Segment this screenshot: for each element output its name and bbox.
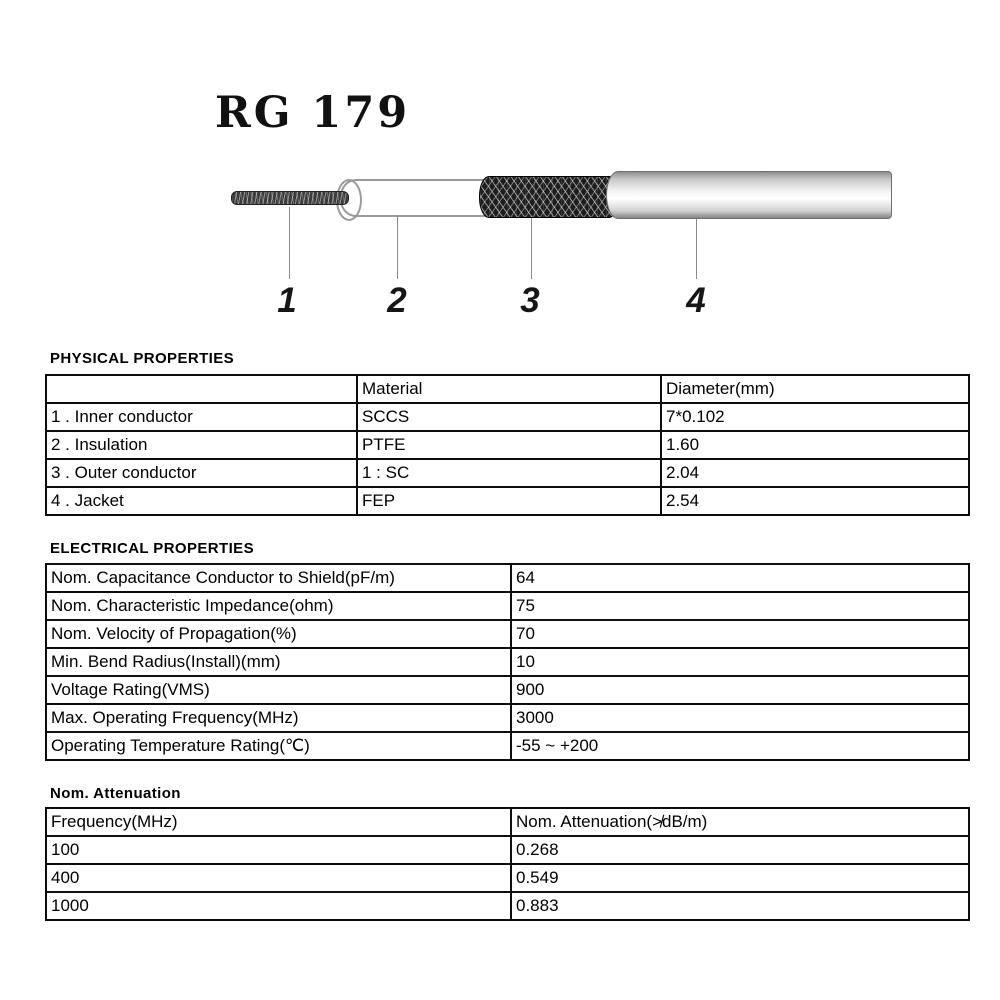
table-row — [46, 732, 969, 760]
table-cell: 2 . Insulation — [46, 431, 357, 459]
column-header-material: Material — [357, 375, 661, 403]
table-row — [46, 564, 969, 592]
column-header-frequency: Frequency(MHz) — [46, 808, 511, 836]
column-header-diameter: Diameter(mm) — [661, 375, 969, 403]
leader-line-4 — [696, 219, 697, 279]
table-header-row — [46, 375, 969, 403]
table-cell: SCCS — [357, 403, 661, 431]
inner-conductor-layer — [231, 191, 349, 205]
table-cell: Nom. Capacitance Conductor to Shield(pF/m) — [46, 564, 511, 592]
table-cell: 0.549 — [511, 864, 969, 892]
part-label-3: 3 — [520, 281, 540, 320]
table-cell: FEP — [357, 487, 661, 515]
table-cell: 1000 — [46, 892, 511, 920]
insulation-layer — [340, 179, 492, 217]
jacket-layer — [606, 171, 892, 219]
physical-properties-table — [45, 374, 970, 516]
table-cell: 1 . Inner conductor — [46, 403, 357, 431]
table-cell: 75 — [511, 592, 969, 620]
table-cell: 2.54 — [661, 487, 969, 515]
table-cell: 3000 — [511, 704, 969, 732]
table-cell: Nom. Characteristic Impedance(ohm) — [46, 592, 511, 620]
table-cell: Min. Bend Radius(Install)(mm) — [46, 648, 511, 676]
outer-conductor-braid-layer — [479, 176, 615, 218]
table-cell: 64 — [511, 564, 969, 592]
table-cell: 4 . Jacket — [46, 487, 357, 515]
table-cell: 0.883 — [511, 892, 969, 920]
part-label-1: 1 — [277, 281, 297, 320]
nom-attenuation-heading: Nom. Attenuation — [50, 785, 181, 802]
part-label-2: 2 — [387, 281, 407, 320]
table-cell: Nom. Velocity of Propagation(%) — [46, 620, 511, 648]
page-title: RG 179 — [215, 88, 411, 138]
table-cell: 70 — [511, 620, 969, 648]
table-cell: 900 — [511, 676, 969, 704]
table-cell: 400 — [46, 864, 511, 892]
column-header-blank — [46, 375, 357, 403]
table-header-row — [46, 808, 969, 836]
nom-attenuation-table — [45, 807, 970, 921]
table-row — [46, 864, 969, 892]
table-row — [46, 620, 969, 648]
table-cell: Voltage Rating(VMS) — [46, 676, 511, 704]
physical-properties-heading: PHYSICAL PROPERTIES — [50, 350, 235, 367]
table-row — [46, 403, 969, 431]
table-cell: 1 : SC — [357, 459, 661, 487]
table-row — [46, 704, 969, 732]
table-cell: 1.60 — [661, 431, 969, 459]
table-row — [46, 459, 969, 487]
table-cell: -55 ~ +200 — [511, 732, 969, 760]
table-row — [46, 592, 969, 620]
leader-line-2 — [397, 215, 398, 279]
table-cell: 3 . Outer conductor — [46, 459, 357, 487]
cable-diagram — [0, 0, 1000, 330]
table-cell: Max. Operating Frequency(MHz) — [46, 704, 511, 732]
column-header-attenuation: Nom. Attenuation(≯dB/m) — [511, 808, 969, 836]
table-cell: 100 — [46, 836, 511, 864]
part-label-4: 4 — [686, 281, 706, 320]
table-cell: 0.268 — [511, 836, 969, 864]
table-cell: PTFE — [357, 431, 661, 459]
table-cell: 2.04 — [661, 459, 969, 487]
table-row — [46, 431, 969, 459]
table-row — [46, 676, 969, 704]
leader-line-1 — [289, 207, 290, 279]
table-cell: 7*0.102 — [661, 403, 969, 431]
table-row — [46, 836, 969, 864]
table-row — [46, 648, 969, 676]
leader-line-3 — [531, 218, 532, 279]
electrical-properties-heading: ELECTRICAL PROPERTIES — [50, 540, 254, 557]
table-cell: Operating Temperature Rating(℃) — [46, 732, 511, 760]
table-cell: 10 — [511, 648, 969, 676]
table-row — [46, 892, 969, 920]
electrical-properties-table — [45, 563, 970, 761]
table-row — [46, 487, 969, 515]
